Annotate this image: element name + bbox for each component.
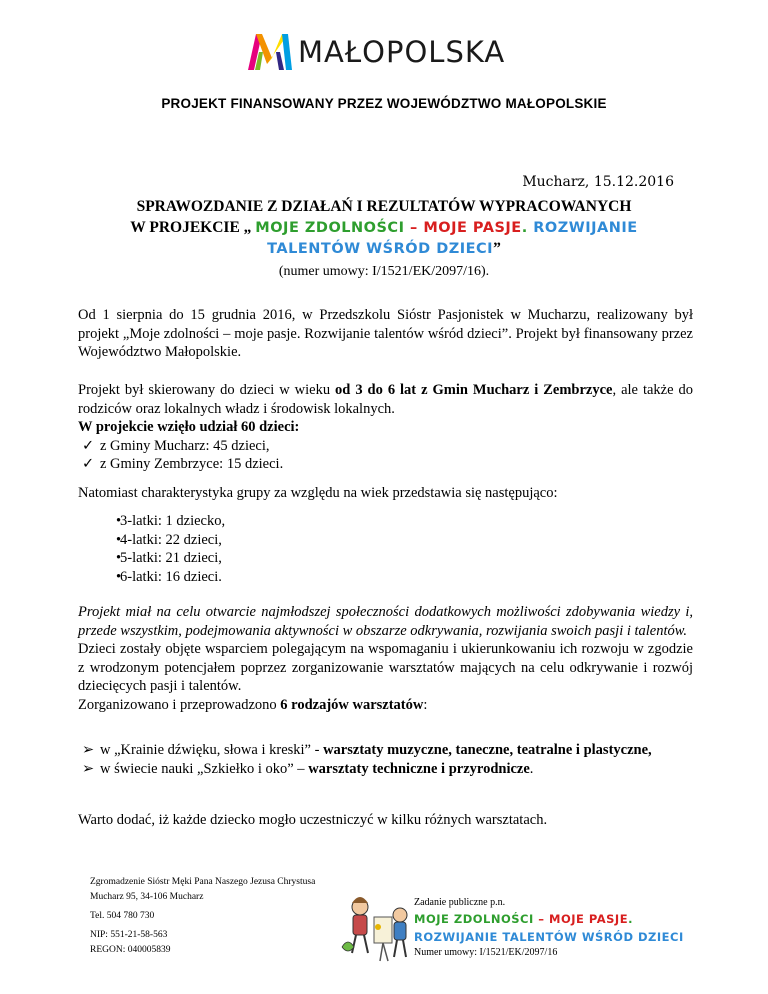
contract-number: (numer umowy: I/1521/EK/2097/16). <box>278 264 490 279</box>
footer-fancy-pasje: MOJE PASJE <box>549 912 629 926</box>
bullet-icon: • <box>116 513 122 529</box>
logo-wordmark: MAŁOPOLSKA <box>298 35 506 69</box>
report-title-line2 <box>0 219 768 237</box>
age-intro-text: Natomiast charakterystyka grupy za względu na wiek przedstawia się następująco: <box>78 485 558 501</box>
target-text-a: Projekt był skierowany do dzieci w wieku <box>78 382 336 398</box>
workshops-list <box>78 741 693 778</box>
workshops-intro-c: : <box>423 696 428 713</box>
workshop-bold: warsztaty muzyczne, taneczne, teatralne i plastyczne, <box>323 742 652 758</box>
footer-regon: REGON: 040005839 <box>90 945 171 955</box>
list-item <box>78 549 693 568</box>
support-text: Dzieci zostały objęte wsparciem polegającym na wspomaganiu i ukierunkowaniu ich rozwoju w zgodzie z wrodzonym potencjałem poprzez zorganizowanie warsztatów mających na celu odkrywanie i rozwój dziecięcych pasji i talentów. <box>78 641 693 694</box>
footer-task: Zadanie publiczne p.n. <box>414 897 506 908</box>
arrow-bullet-icon: ➢ <box>82 760 95 777</box>
title-fancy-rozwijanie: ROZWIJANIE <box>533 220 638 236</box>
list-item <box>78 455 693 474</box>
list-item-text: 5-latki: 21 dzieci, <box>120 550 222 566</box>
list-item <box>78 741 693 760</box>
arrow-bullet-icon: ➢ <box>82 742 95 758</box>
title-fancy-pasje: MOJE PASJE <box>423 220 522 236</box>
footer-fancy-line1 <box>414 910 714 928</box>
target-text <box>78 381 693 418</box>
age-section <box>78 512 693 586</box>
participants-count: W projekcie wzięło udział 60 dzieci: <box>78 419 300 435</box>
title-prefix: W PROJEKCIE „ <box>130 219 256 236</box>
list-item <box>78 512 693 531</box>
list-item <box>78 531 693 550</box>
footer-org: Zgromadzenie Sióstr Męki Pana Naszego Jezusa Chrystusa <box>90 877 316 887</box>
title-fancy-zdolnosci: MOJE ZDOLNOŚCI <box>255 220 405 236</box>
age-intro <box>78 484 693 503</box>
workshops-intro <box>78 696 693 715</box>
malopolska-logo <box>246 30 536 74</box>
place-date: Mucharz, 15.12.2016 <box>522 174 674 190</box>
list-item-text: 6-latki: 16 dzieci. <box>120 568 222 585</box>
footer-fancy-dash: – <box>533 912 550 926</box>
target-text-bold: od 3 do 6 lat z Gmin Mucharz i Zembrzyce <box>335 382 613 398</box>
target-text-c: , ale także do rodziców oraz lokalnych władz i środowisk lokalnych. <box>78 382 694 417</box>
list-item <box>78 437 693 456</box>
workshop-bold: warsztaty techniczne i przyrodnicze <box>308 760 530 777</box>
intro-paragraph <box>78 306 693 362</box>
checkmark-icon: ✓ <box>82 456 95 472</box>
footer-fancy-zdolnosci: MOJE ZDOLNOŚCI <box>414 912 534 926</box>
footer-contract: Numer umowy: I/1521/EK/2097/16 <box>414 947 558 958</box>
title-fancy-talentow: TALENTÓW WŚRÓD DZIECI <box>267 241 494 257</box>
bullet-icon: • <box>116 568 122 585</box>
workshop-end: . <box>529 760 534 777</box>
workshops-intro-a: Zorganizowano i przeprowadzono <box>78 696 281 713</box>
title-suffix: ” <box>493 240 501 257</box>
footer-tel: Tel. 504 780 730 <box>90 911 155 921</box>
funding-line: PROJEKT FINANSOWANY PRZEZ WOJEWÓDZTWO MAŁOPOLSKIE <box>161 96 607 111</box>
workshops-count: 6 rodzajów warsztatów <box>280 696 424 713</box>
malopolska-logo-icon <box>246 30 296 74</box>
footer-nip: NIP: 551-21-58-563 <box>90 930 168 940</box>
goal-text: Projekt miał na celu otwarcie najmłodszej społeczności dodatkowych możliwości zdobywania wiedzy i, przede wszystkim, podejmowania aktywności w obszarze odkrywania, rozwijania swoich pasji i talentów. <box>78 604 693 639</box>
gminy-list <box>78 437 693 474</box>
workshops-section <box>78 741 693 778</box>
children-illustration-icon <box>338 887 416 967</box>
footer-fancy-line2: ROZWIJANIE TALENTÓW WŚRÓD DZIECI <box>414 930 684 944</box>
list-item-text: z Gminy Zembrzyce: 15 dzieci. <box>100 456 284 472</box>
list-item-text: 4-latki: 22 dzieci, <box>120 531 222 548</box>
list-item-text: 3-latki: 1 dziecko, <box>120 513 226 529</box>
list-item-text: z Gminy Mucharz: 45 dzieci, <box>100 437 270 454</box>
workshop-plain: w „Krainie dźwięku, słowa i kreski” - <box>100 742 324 758</box>
bullet-icon: • <box>116 550 122 566</box>
footer-street: Mucharz 95, 34-106 Mucharz <box>90 892 204 902</box>
age-list <box>78 512 693 586</box>
goal-section <box>78 603 693 714</box>
closing-text: Warto dodać, iż każde dziecko mogło uczestniczyć w kilku różnych warsztatach. <box>78 812 548 828</box>
target-paragraph <box>78 381 693 474</box>
report-title-line1: SPRAWOZDANIE Z DZIAŁAŃ I REZULTATÓW WYPRACOWANYCH <box>136 198 632 215</box>
closing-section <box>78 811 693 830</box>
footer-project <box>414 896 714 960</box>
list-item <box>78 568 693 587</box>
workshop-plain: w świecie nauki „Szkiełko i oko” – <box>100 760 309 777</box>
footer-fancy-dot: . <box>628 912 633 926</box>
bullet-icon: • <box>116 531 122 548</box>
intro-text: Od 1 sierpnia do 15 grudnia 2016, w Przedszkolu Sióstr Pasjonistek w Mucharzu, realizowany był projekt „Moje zdolności – moje pasje. Rozwijanie talentów wśród dzieci”. Projekt był finansowany przez Województwo Małopolskie. <box>78 307 693 360</box>
title-fancy-dash: – <box>404 220 424 236</box>
title-fancy-dot: . <box>521 220 534 236</box>
list-item <box>78 760 693 779</box>
checkmark-icon: ✓ <box>82 437 95 454</box>
report-title-line3 <box>0 240 768 258</box>
